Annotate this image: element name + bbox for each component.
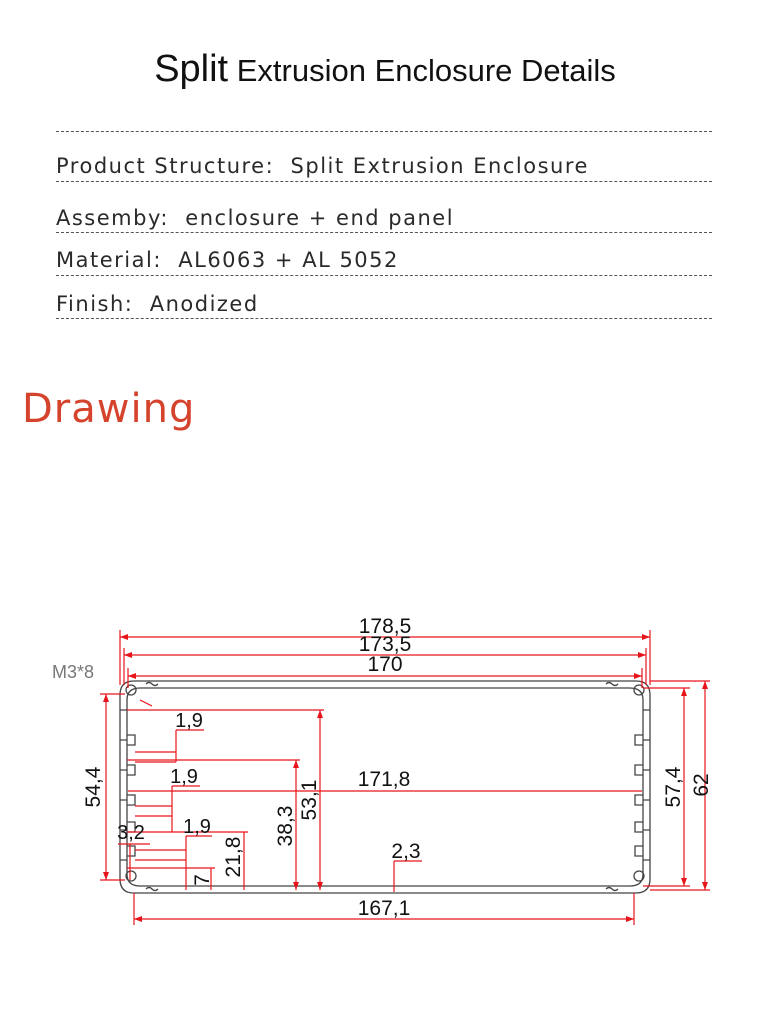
- spec-sep: :: [124, 292, 134, 316]
- dim-label: 38,3: [274, 805, 297, 847]
- spec-value: enclosure + end panel: [185, 206, 455, 230]
- spec-sep: :: [265, 154, 275, 178]
- spec-sep: :: [153, 248, 162, 272]
- dim-label: 171,8: [357, 768, 411, 791]
- dim-label: 3,2: [117, 822, 145, 844]
- dim-label: 7: [191, 874, 214, 886]
- dim-label: 178,5: [358, 615, 412, 638]
- spec-label: Finish: [56, 292, 125, 316]
- dim-label: 2,3: [391, 840, 421, 863]
- spec-label: Product Structure: [56, 154, 266, 178]
- dim-label: 62: [690, 773, 713, 797]
- spec-label: Material: [56, 248, 154, 272]
- section-heading-drawing: Drawing: [22, 386, 196, 432]
- title-rest: Extrusion Enclosure Details: [236, 53, 616, 88]
- spec-label: Assemby: [56, 206, 161, 230]
- dim-label: 57,4: [662, 766, 685, 808]
- dim-label: 1,9: [175, 710, 203, 732]
- dim-label: 170: [367, 653, 403, 676]
- spec-value: AL6063 + AL 5052: [178, 248, 399, 272]
- dim-label: 167,1: [357, 897, 411, 920]
- dim-label: 21,8: [222, 836, 245, 878]
- title-first-word: Split: [154, 48, 229, 90]
- spec-sep: :: [160, 206, 169, 230]
- dim-label: 53,1: [298, 779, 321, 821]
- dim-label: 54,4: [82, 766, 105, 808]
- dim-label: 1,9: [170, 766, 198, 788]
- spec-value: Anodized: [149, 292, 259, 316]
- spec-value: Split Extrusion Enclosure: [290, 154, 589, 178]
- screw-spec-label: M3*8: [52, 662, 95, 682]
- dim-label: 173,5: [358, 633, 412, 656]
- dim-label: 1,9: [183, 816, 211, 838]
